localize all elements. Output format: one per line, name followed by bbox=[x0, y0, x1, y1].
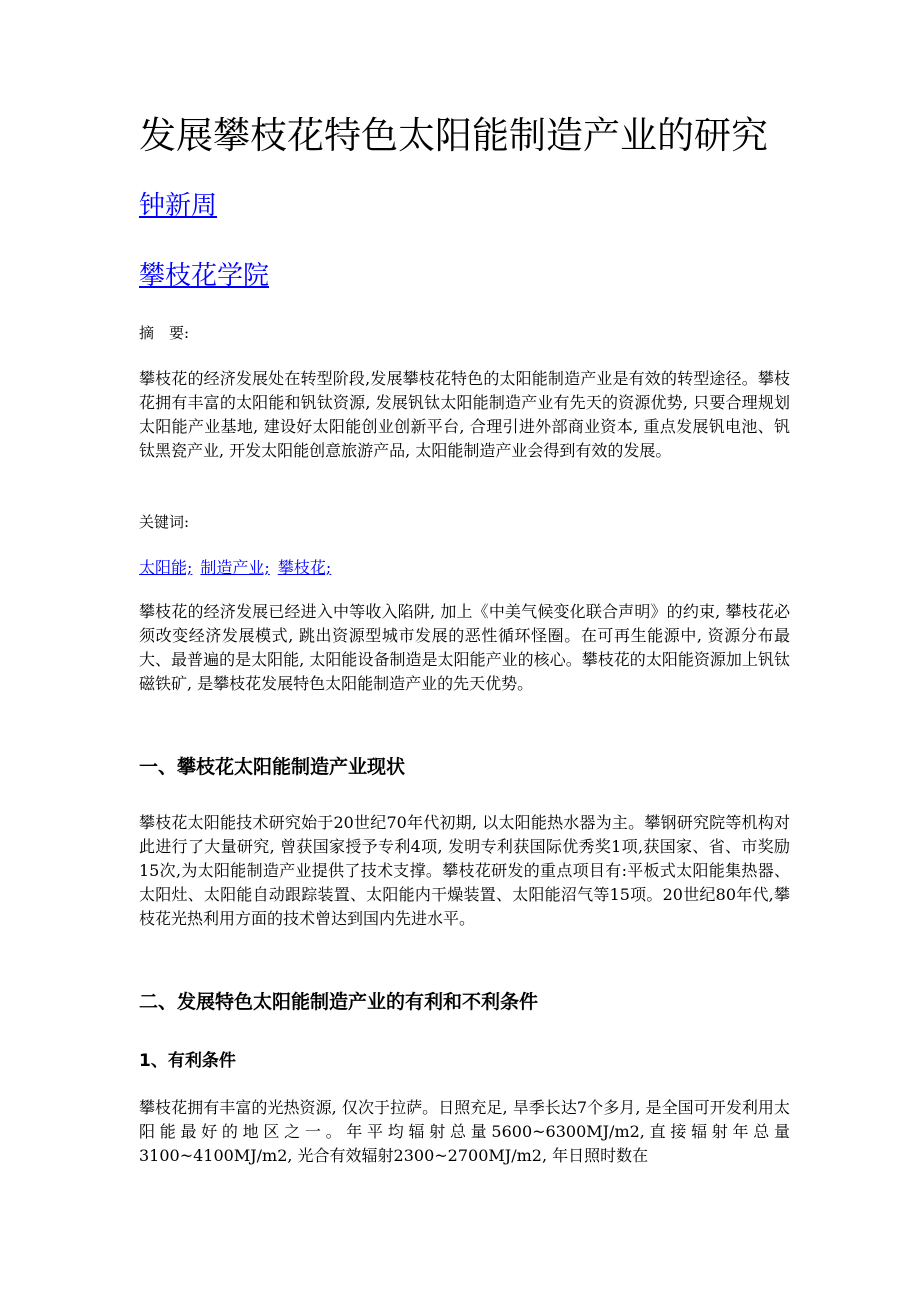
paper-title: 发展攀枝花特色太阳能制造产业的研究 bbox=[139, 114, 768, 157]
keywords-list bbox=[139, 556, 339, 580]
section-body: 攀枝花太阳能技术研究始于20世纪70年代初期, 以太阳能热水器为主。攀钢研究院等机构对此进行了大量研究, 曾获国家授予专利4项, 发明专利获国际优秀奖1项,获国家、省、市奖励15次,为太阳能制造产业提供了技术支撑。攀枝花研发的重点项目有:平板式太阳能集热器、太阳灶、太阳能自动跟踪装置、太阳能内干燥装置、太阳能沼气等15项。20世纪80年代,攀枝花光热利用方面的技术曾达到国内先进水平。 bbox=[139, 813, 790, 928]
subsection-heading: 1、有利条件 bbox=[139, 1051, 236, 1071]
keyword-link[interactable]: 攀枝花; bbox=[277, 558, 332, 577]
keyword-link[interactable]: 制造产业; bbox=[200, 558, 270, 577]
abstract-text: 攀枝花的经济发展处在转型阶段,发展攀枝花特色的太阳能制造产业是有效的转型途径。攀枝花拥有丰富的太阳能和钒钛资源, 发展钒钛太阳能制造产业有先天的资源优势, 只要合理规划太阳能产业基地, 建设好太阳能创业创新平台, 合理引进外部商业资本, 重点发展钒电池、钒钛黑瓷产业, 开发太阳能创意旅游产品, 太阳能制造产业会得到有效的发展。 bbox=[139, 369, 790, 460]
subsection-body: 攀枝花拥有丰富的光热资源, 仅次于拉萨。日照充足, 旱季长达7个多月, 是全国可开发利用太阳能最好的地区之一。年平均辐射总量5600~6300MJ/m2,直接辐射年总量3100~4100MJ/m2, 光合有效辐射2300~2700MJ/m2, 年日照时数在 bbox=[139, 1098, 790, 1165]
intro-paragraph: 攀枝花的经济发展已经进入中等收入陷阱, 加上《中美气候变化联合声明》的约束, 攀枝花必须改变经济发展模式, 跳出资源型城市发展的恶性循环怪圈。在可再生能源中, 资源分布最大、最普遍的是太阳能, 太阳能设备制造是太阳能产业的核心。攀枝花的太阳能资源加上钒钛磁铁矿, 是攀枝花发展特色太阳能制造产业的先天优势。 bbox=[139, 602, 790, 693]
abstract-label: 摘 要: bbox=[139, 324, 190, 342]
keywords-label: 关键词: bbox=[139, 513, 190, 531]
affiliation-link[interactable]: 攀枝花学院 bbox=[139, 261, 270, 291]
author-link[interactable]: 钟新周 bbox=[139, 191, 218, 221]
keyword-link[interactable]: 太阳能; bbox=[139, 558, 193, 577]
section-heading: 一、攀枝花太阳能制造产业现状 bbox=[139, 756, 406, 778]
section-heading: 二、发展特色太阳能制造产业的有利和不利条件 bbox=[139, 991, 539, 1013]
